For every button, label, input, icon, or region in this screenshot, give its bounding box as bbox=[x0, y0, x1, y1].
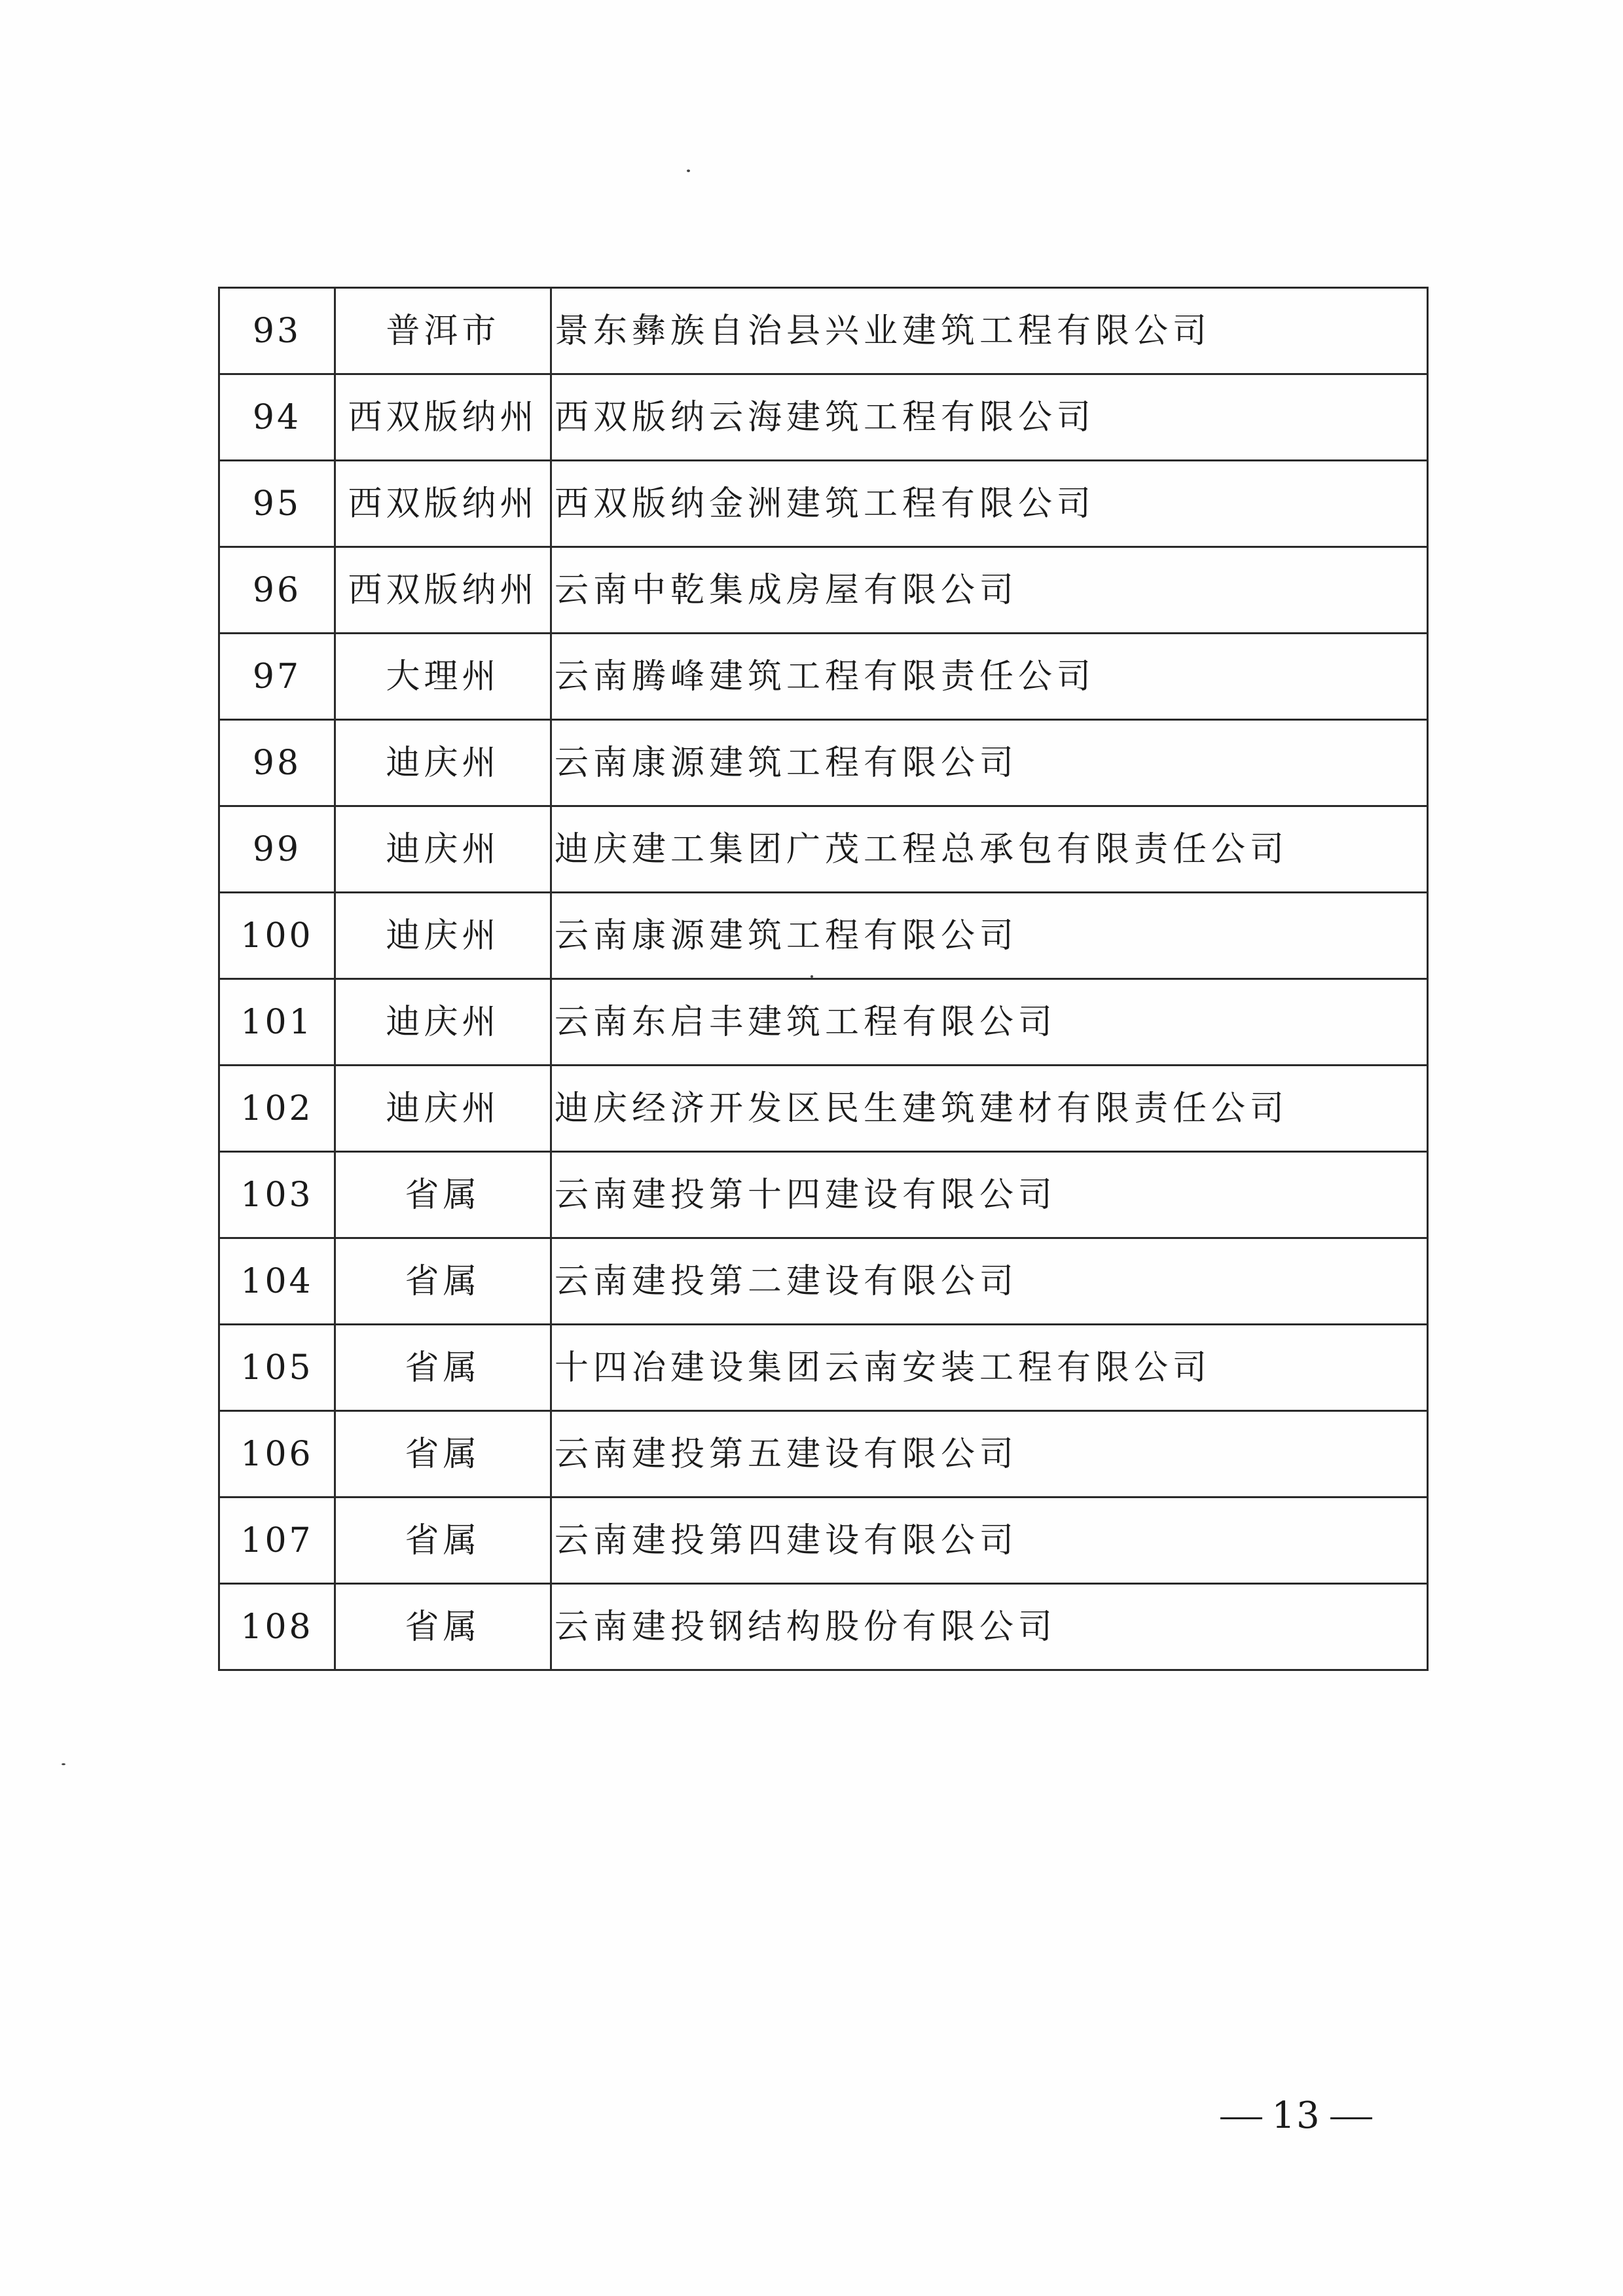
row-region: 西双版纳州 bbox=[335, 547, 551, 634]
row-company: 云南建投钢结构股份有限公司 bbox=[551, 1584, 1428, 1670]
row-company: 云南建投第二建设有限公司 bbox=[551, 1238, 1428, 1325]
row-region: 省属 bbox=[335, 1498, 551, 1584]
row-number: 101 bbox=[219, 979, 335, 1066]
table-row bbox=[219, 461, 1428, 547]
row-number: 106 bbox=[219, 1411, 335, 1498]
page-number-dash-left bbox=[1220, 2117, 1262, 2119]
page-number-value: 13 bbox=[1271, 2094, 1321, 2137]
scan-speck bbox=[687, 170, 690, 172]
row-company: 云南康源建筑工程有限公司 bbox=[551, 893, 1428, 979]
row-company: 云南康源建筑工程有限公司 bbox=[551, 720, 1428, 806]
row-number: 94 bbox=[219, 374, 335, 461]
row-number: 97 bbox=[219, 634, 335, 720]
table-row bbox=[219, 979, 1428, 1066]
table-row bbox=[219, 1584, 1428, 1670]
row-number: 93 bbox=[219, 288, 335, 374]
row-region: 迪庆州 bbox=[335, 1066, 551, 1152]
table-row bbox=[219, 806, 1428, 893]
row-region: 西双版纳州 bbox=[335, 461, 551, 547]
row-region: 西双版纳州 bbox=[335, 374, 551, 461]
table-row bbox=[219, 893, 1428, 979]
row-region: 省属 bbox=[335, 1411, 551, 1498]
row-number: 103 bbox=[219, 1152, 335, 1238]
row-company: 迪庆经济开发区民生建筑建材有限责任公司 bbox=[551, 1066, 1428, 1152]
row-region: 省属 bbox=[335, 1325, 551, 1411]
row-company: 云南建投第五建设有限公司 bbox=[551, 1411, 1428, 1498]
row-company: 云南腾峰建筑工程有限责任公司 bbox=[551, 634, 1428, 720]
table-row bbox=[219, 1238, 1428, 1325]
row-company: 迪庆建工集团广茂工程总承包有限责任公司 bbox=[551, 806, 1428, 893]
row-region: 迪庆州 bbox=[335, 893, 551, 979]
company-list-table bbox=[218, 287, 1429, 1671]
row-company: 十四冶建设集团云南安装工程有限公司 bbox=[551, 1325, 1428, 1411]
row-number: 104 bbox=[219, 1238, 335, 1325]
row-number: 95 bbox=[219, 461, 335, 547]
table-row bbox=[219, 1066, 1428, 1152]
row-region: 迪庆州 bbox=[335, 806, 551, 893]
row-number: 105 bbox=[219, 1325, 335, 1411]
row-company: 景东彝族自治县兴业建筑工程有限公司 bbox=[551, 288, 1428, 374]
table-row bbox=[219, 1498, 1428, 1584]
row-number: 96 bbox=[219, 547, 335, 634]
table-row bbox=[219, 1411, 1428, 1498]
row-region: 普洱市 bbox=[335, 288, 551, 374]
row-company: 云南中乾集成房屋有限公司 bbox=[551, 547, 1428, 634]
scan-speck bbox=[62, 1763, 65, 1765]
row-region: 省属 bbox=[335, 1152, 551, 1238]
row-number: 107 bbox=[219, 1498, 335, 1584]
page-number-dash-right bbox=[1330, 2117, 1372, 2119]
company-list-body bbox=[219, 288, 1428, 1670]
row-region: 大理州 bbox=[335, 634, 551, 720]
row-region: 省属 bbox=[335, 1584, 551, 1670]
row-region: 迪庆州 bbox=[335, 720, 551, 806]
row-company: 西双版纳金洲建筑工程有限公司 bbox=[551, 461, 1428, 547]
row-number: 108 bbox=[219, 1584, 335, 1670]
row-company: 西双版纳云海建筑工程有限公司 bbox=[551, 374, 1428, 461]
row-company: 云南东启丰建筑工程有限公司 bbox=[551, 979, 1428, 1066]
row-region: 迪庆州 bbox=[335, 979, 551, 1066]
table-row bbox=[219, 1152, 1428, 1238]
table-row bbox=[219, 1325, 1428, 1411]
row-company: 云南建投第四建设有限公司 bbox=[551, 1498, 1428, 1584]
table-row bbox=[219, 374, 1428, 461]
row-number: 99 bbox=[219, 806, 335, 893]
table-row bbox=[219, 547, 1428, 634]
row-number: 100 bbox=[219, 893, 335, 979]
table-row bbox=[219, 634, 1428, 720]
row-region: 省属 bbox=[335, 1238, 551, 1325]
table-row bbox=[219, 288, 1428, 374]
row-number: 102 bbox=[219, 1066, 335, 1152]
row-company: 云南建投第十四建设有限公司 bbox=[551, 1152, 1428, 1238]
row-number: 98 bbox=[219, 720, 335, 806]
table-row bbox=[219, 720, 1428, 806]
page-number bbox=[1211, 2094, 1381, 2137]
